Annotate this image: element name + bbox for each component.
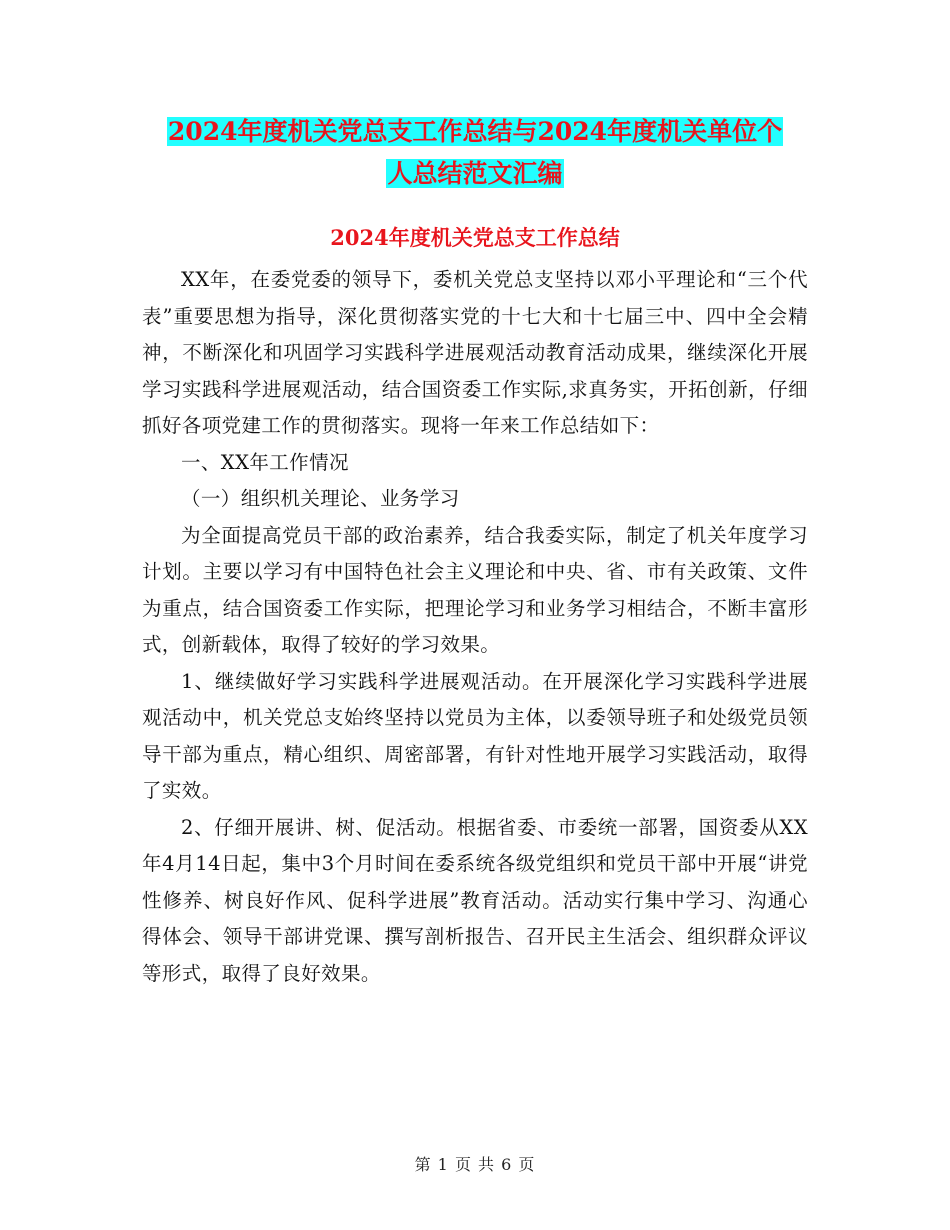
- document-title-line-1: [140, 108, 810, 156]
- title-highlight: 人总结范文汇编: [387, 159, 563, 188]
- paragraph-item-1: 1、继续做好学习实践科学进展观活动。在开展深化学习实践科学进展观活动中，机关党总支始终坚持以党员为主体，以委领导班子和处级党员领导干部为重点，精心组织、周密部署，有针对性地开展学习实践活动，取得了实效。: [142, 669, 808, 802]
- paragraph-intro: XX年，在委党委的领导下，委机关党总支坚持以邓小平理论和“三个代表”重要思想为指导，深化贯彻落实党的十七大和十七届三中、四中全会精神，不断深化和巩固学习实践科学进展观活动教育活动成果，继续深化开展学习实践科学进展观活动，结合国资委工作实际,求真务实，开拓创新，仔细抓好各项党建工作的贯彻落实。现将一年来工作总结如下：: [142, 268, 808, 437]
- paragraph-study-plan: 为全面提高党员干部的政治素养，结合我委实际，制定了机关年度学习计划。主要以学习有中国特色社会主义理论和中央、省、市有关政策、文件为重点，结合国资委工作实际，把理论学习和业务学习相结合，不断丰富形式，创新载体，取得了较好的学习效果。: [142, 523, 808, 656]
- heading-section-1: 一、XX年工作情况: [181, 450, 349, 474]
- section-title: 2024年度机关党总支工作总结: [330, 225, 620, 250]
- document-body: [142, 262, 808, 992]
- title-highlight: 2024年度机关党总支工作总结与2024年度机关单位个: [167, 117, 783, 146]
- heading-subsection-1: （一）组织机关理论、业务学习: [181, 487, 460, 510]
- document-title-line-2: [140, 150, 810, 198]
- page-footer: 第 1 页 共 6 页: [414, 1155, 536, 1174]
- paragraph-item-2: 2、仔细开展讲、树、促活动。根据省委、市委统一部署，国资委从XX年4月14日起，集中3个月时间在委系统各级党组织和党员干部中开展“讲党性修养、树良好作风、促科学进展”教育活动。活动实行集中学习、沟通心得体会、领导干部讲党课、撰写剖析报告、召开民主生活会、组织群众评议等形式，取得了良好效果。: [142, 815, 808, 985]
